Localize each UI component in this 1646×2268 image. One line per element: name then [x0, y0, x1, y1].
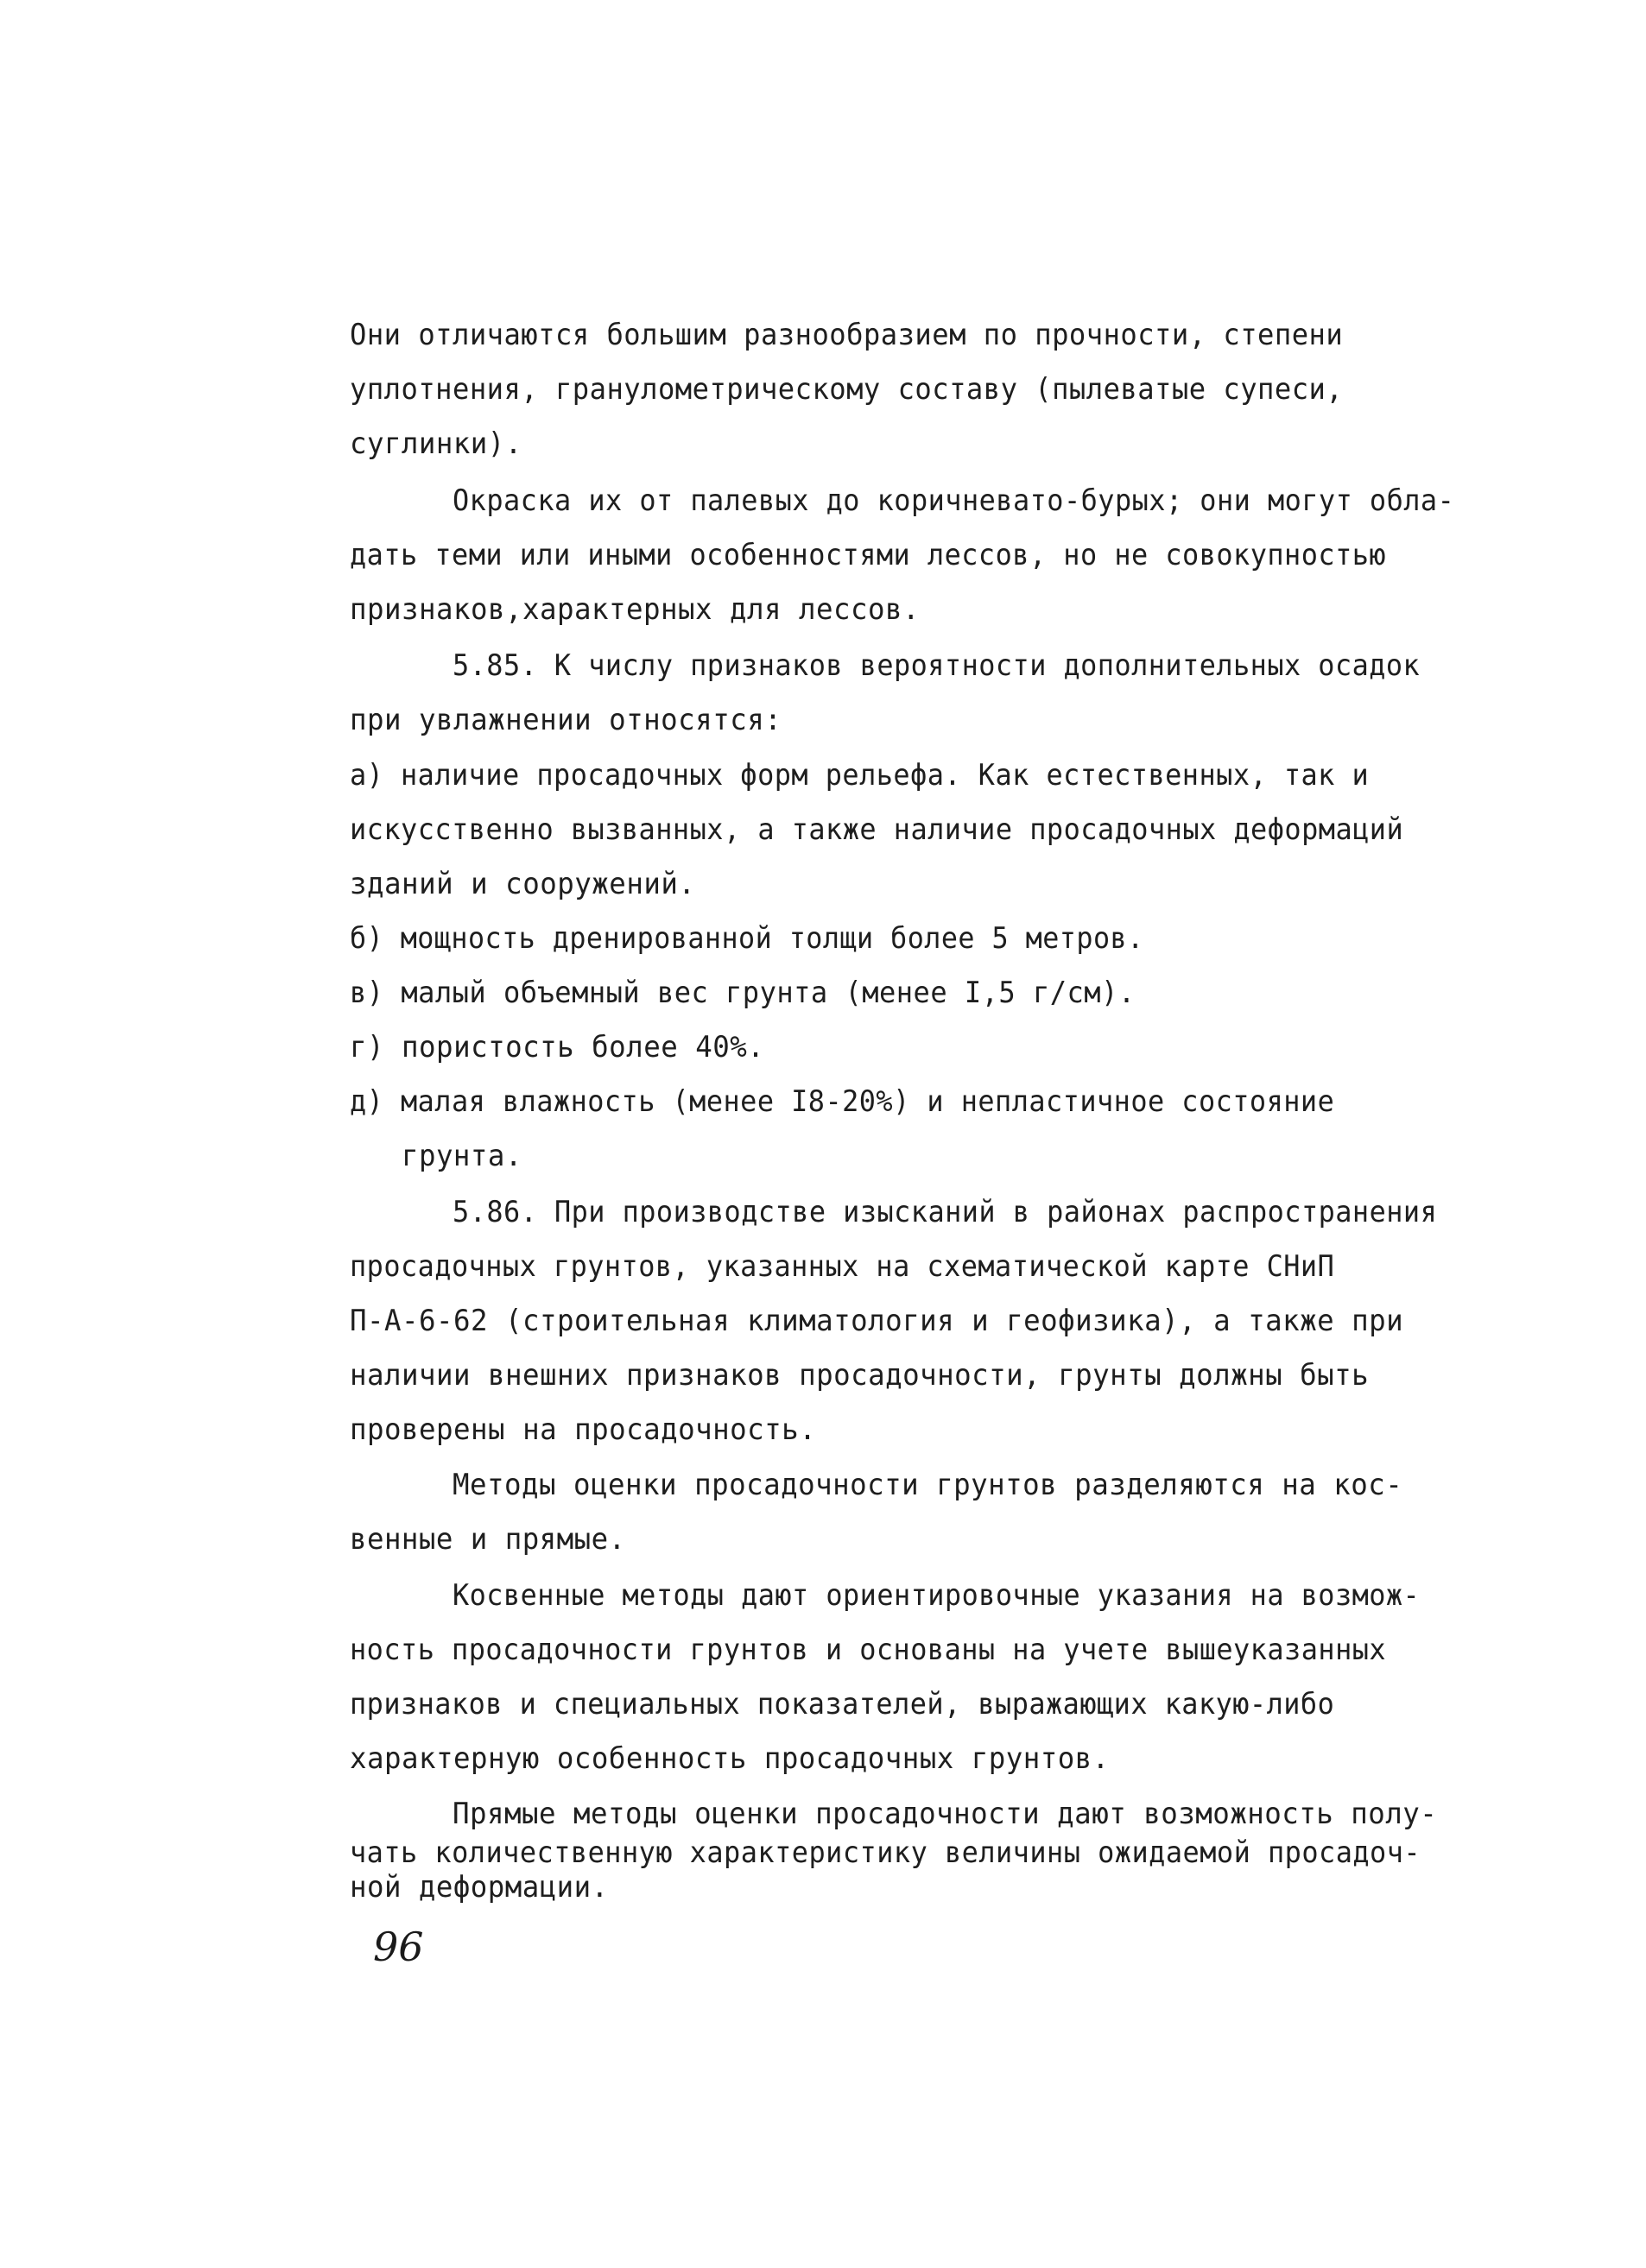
text-line: грунта. [402, 1139, 522, 1173]
text-line: искусственно вызванных, а также наличие просадочных деформаций [350, 812, 1404, 847]
text-line: просадочных грунтов, указанных на схематической карте СНиП [350, 1249, 1335, 1284]
text-line: П-А-6-62 (строительная климатология и геофизика), а также при [350, 1304, 1404, 1338]
text-line: ной деформации. [350, 1870, 609, 1905]
text-line: в) малый объемный вес грунта (менее I,5 г/см). [350, 976, 1136, 1010]
text-line: венные и прямые. [350, 1522, 626, 1557]
text-line: суглинки). [350, 426, 522, 461]
text-line: уплотнения, гранулометрическому составу (пылеватые супеси, [350, 372, 1344, 407]
text-line: характерную особенность просадочных грунтов. [350, 1741, 1110, 1776]
text-line: проверены на просадочность. [350, 1412, 817, 1447]
page-number: 96 [373, 1924, 424, 1970]
text-line: а) наличие просадочных форм рельефа. Как естественных, так и [350, 758, 1370, 793]
text-line: 5.85. К числу признаков вероятности дополнительных осадок [453, 648, 1421, 683]
text-line: Прямые методы оценки просадочности дают возможность полу- [453, 1797, 1438, 1831]
text-line: 5.86. При производстве изысканий в районах распространения [453, 1195, 1438, 1229]
text-line: при увлажнении относятся: [350, 703, 782, 737]
text-line: Методы оценки просадочности грунтов разделяются на кос- [453, 1468, 1403, 1502]
text-line: признаков и специальных показателей, выражающих какую-либо [350, 1687, 1335, 1722]
text-line: Они отличаются большим разнообразием по прочности, степени [350, 318, 1344, 352]
text-line: г) пористость более 40%. [350, 1030, 765, 1065]
text-line: наличии внешних признаков просадочности, грунты должны быть [350, 1358, 1370, 1393]
text-line: Окраска их от палевых до коричневато-бурых; они могут обла- [453, 483, 1455, 518]
text-line: чать количественную характеристику величины ожидаемой просадоч- [350, 1835, 1421, 1870]
text-line: Косвенные методы дают ориентировочные указания на возмож- [453, 1578, 1421, 1613]
text-line: признаков,характерных для лессов. [350, 592, 921, 627]
text-line: б) мощность дренированной толщи более 5 метров. [350, 921, 1144, 956]
text-line: дать теми или иными особенностями лессов, но не совокупностью [350, 538, 1387, 572]
text-line: ность просадочности грунтов и основаны на учете вышеуказанных [350, 1633, 1387, 1667]
text-line: д) малая влажность (менее I8-20%) и непластичное состояние [350, 1084, 1335, 1119]
text-line: зданий и сооружений. [350, 867, 696, 901]
